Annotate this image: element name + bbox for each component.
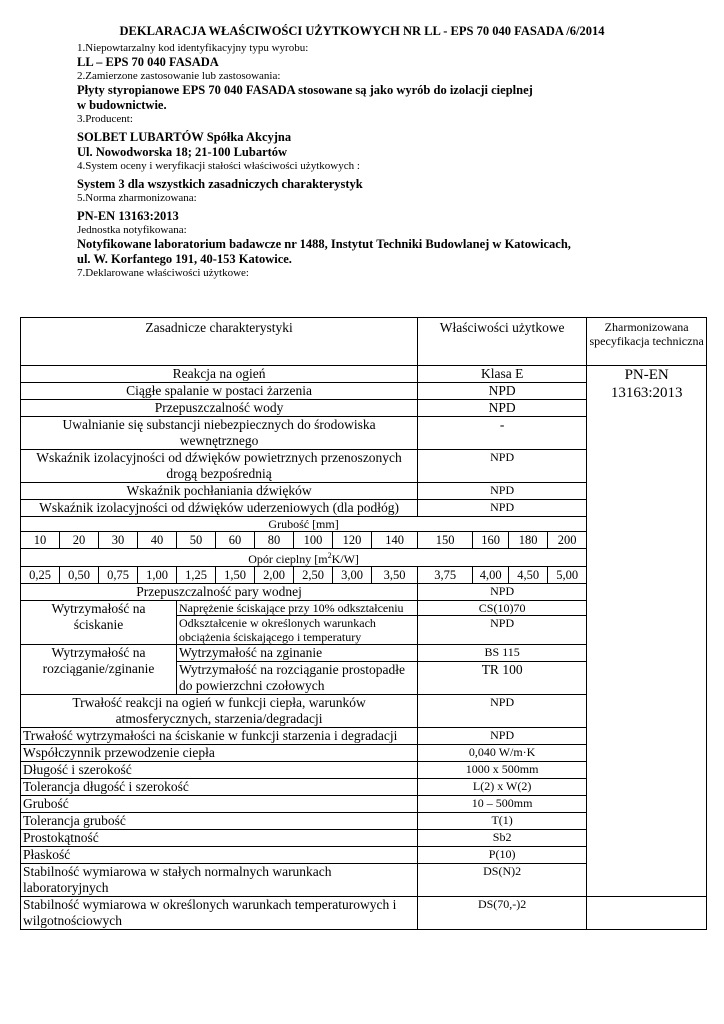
performance-value: L(2) x W(2) <box>418 779 587 796</box>
characteristic-name: Tolerancja długość i szerokość <box>21 779 418 796</box>
characteristic-name: Wytrzymałość na zginanie <box>177 645 418 662</box>
characteristic-name: Stabilność wymiarowa w stałych normalnych warunkach laboratoryjnych <box>21 864 418 897</box>
thickness-value: 120 <box>333 532 372 549</box>
resistance-value: 4,00 <box>473 567 509 584</box>
harmonised-standard: PN-EN 13163:2013 <box>77 209 179 223</box>
performance-value: T(1) <box>418 813 587 830</box>
thickness-value: 160 <box>473 532 509 549</box>
header-characteristics: Zasadnicze charakterystyki <box>21 318 418 366</box>
manufacturer-name: SOLBET LUBARTÓW Spółka Akcyjna <box>77 130 292 144</box>
document-header <box>77 42 667 280</box>
characteristic-name: Tolerancja grubość <box>21 813 418 830</box>
document-title: DEKLARACJA WŁAŚCIWOŚCI UŻYTKOWYCH NR LL - EPS 70 040 FASADA /6/2014 <box>119 24 605 38</box>
performance-value: NPD <box>418 728 587 745</box>
performance-value: - <box>418 417 587 450</box>
thickness-value: 30 <box>99 532 138 549</box>
table-row <box>21 366 707 383</box>
performance-value: 0,040 W/m·K <box>418 745 587 762</box>
notified-body-line-2: ul. W. Korfantego 191, 40-153 Katowice. <box>77 252 292 266</box>
performance-value: 1000 x 500mm <box>418 762 587 779</box>
section-3-label: 3.Producent: <box>77 113 133 125</box>
characteristic-name: Wytrzymałość na rozciąganie prostopadłe do powierzchni czołowych <box>177 662 418 695</box>
thickness-value: 20 <box>60 532 99 549</box>
spec-value: PN-EN 13163:2013 <box>587 366 707 897</box>
performance-table <box>20 317 707 930</box>
spec-cell-end <box>587 897 707 930</box>
intended-use-line-1: Płyty styropianowe EPS 70 040 FASADA stosowane są jako wyrób do izolacji cieplnej <box>77 83 533 97</box>
assessment-system: System 3 dla wszystkich zasadniczych charakterystyk <box>77 177 363 191</box>
performance-value: NPD <box>418 500 587 517</box>
performance-value: NPD <box>418 695 587 728</box>
manufacturer-address: Ul. Nowodworska 18; 21-100 Lubartów <box>77 145 288 159</box>
thickness-value: 60 <box>216 532 255 549</box>
section-5-label: 5.Norma zharmonizowana: <box>77 192 197 204</box>
resistance-value: 5,00 <box>548 567 587 584</box>
table-row <box>21 897 707 930</box>
characteristic-name: Współczynnik przewodzenie ciepła <box>21 745 418 762</box>
performance-value: NPD <box>418 400 587 417</box>
thickness-value: 50 <box>177 532 216 549</box>
notified-body-label: Jednostka notyfikowana: <box>77 224 187 236</box>
section-1-label: 1.Niepowtarzalny kod identyfikacyjny typu wyrobu: <box>77 42 309 54</box>
characteristic-name: Naprężenie ściskające przy 10% odkształceniu <box>177 601 418 616</box>
characteristic-name: Wskaźnik pochłaniania dźwięków <box>21 483 418 500</box>
thickness-value: 140 <box>372 532 418 549</box>
characteristic-name: Reakcja na ogień <box>21 366 418 383</box>
compression-group-label: Wytrzymałość na ściskanie <box>21 601 177 645</box>
resistance-value: 2,00 <box>255 567 294 584</box>
characteristic-name: Stabilność wymiarowa w określonych warunkach temperaturowych i wilgotnościowych <box>21 897 418 930</box>
characteristic-name: Wskaźnik izolacyjności od dźwięków uderzeniowych (dla podłóg) <box>21 500 418 517</box>
resistance-value: 3,50 <box>372 567 418 584</box>
resistance-value: 0,25 <box>21 567 60 584</box>
performance-value: TR 100 <box>418 662 587 695</box>
performance-value: BS 115 <box>418 645 587 662</box>
thickness-value: 10 <box>21 532 60 549</box>
characteristic-name: Prostokątność <box>21 830 418 847</box>
characteristic-name: Płaskość <box>21 847 418 864</box>
characteristic-name: Przepuszczalność pary wodnej <box>21 584 418 601</box>
performance-value: Sb2 <box>418 830 587 847</box>
section-4-label: 4.System oceny i weryfikacji stałości właściwości użytkowych : <box>77 160 360 172</box>
characteristic-name: Ciągłe spalanie w postaci żarzenia <box>21 383 418 400</box>
characteristic-name: Grubość <box>21 796 418 813</box>
performance-value: NPD <box>418 383 587 400</box>
performance-value: P(10) <box>418 847 587 864</box>
resistance-value: 3,75 <box>418 567 473 584</box>
resistance-value: 3,00 <box>333 567 372 584</box>
resistance-label: Opór cieplny $[m^2K/W]$ <box>21 549 587 567</box>
thickness-label: Grubość [mm] <box>21 517 587 532</box>
resistance-value: 1,25 <box>177 567 216 584</box>
performance-value: NPD <box>418 450 587 483</box>
performance-value: CS(10)70 <box>418 601 587 616</box>
resistance-value: 0,75 <box>99 567 138 584</box>
characteristic-name: Uwalnianie się substancji niebezpiecznych do środowiska wewnętrznego <box>21 417 418 450</box>
table-header-row <box>21 318 707 366</box>
performance-value: Klasa E <box>418 366 587 383</box>
characteristic-name: Trwałość reakcji na ogień w funkcji ciepła, warunków atmosferycznych, starzenia/degradacji <box>21 695 418 728</box>
performance-value: NPD <box>418 584 587 601</box>
header-spec: Zharmonizowana specyfikacja techniczna <box>587 318 707 366</box>
thickness-value: 150 <box>418 532 473 549</box>
performance-value: 10 – 500mm <box>418 796 587 813</box>
thickness-value: 40 <box>138 532 177 549</box>
notified-body-line-1: Notyfikowane laboratorium badawcze nr 1488, Instytut Techniki Budowlanej w Katowicach, <box>77 237 571 251</box>
performance-value: DS(70,-)2 <box>418 897 587 930</box>
characteristic-name: Długość i szerokość <box>21 762 418 779</box>
performance-value: NPD <box>418 616 587 645</box>
thickness-value: 80 <box>255 532 294 549</box>
section-7-label: 7.Deklarowane właściwości użytkowe: <box>77 267 249 279</box>
intended-use-line-2: w budownictwie. <box>77 98 167 112</box>
performance-value: NPD <box>418 483 587 500</box>
tension-group-label: Wytrzymałość na rozciąganie/zginanie <box>21 645 177 695</box>
resistance-value: 4,50 <box>509 567 548 584</box>
product-code: LL – EPS 70 040 FASADA <box>77 55 219 69</box>
thickness-value: 180 <box>509 532 548 549</box>
thickness-value: 100 <box>294 532 333 549</box>
header-performance: Właściwości użytkowe <box>418 318 587 366</box>
performance-value: DS(N)2 <box>418 864 587 897</box>
resistance-value: 1,00 <box>138 567 177 584</box>
resistance-value: 2,50 <box>294 567 333 584</box>
section-2-label: 2.Zamierzone zastosowanie lub zastosowania: <box>77 70 281 82</box>
characteristic-name: Wskaźnik izolacyjności od dźwięków powietrznych przenoszonych drogą bezpośrednią <box>21 450 418 483</box>
characteristic-name: Przepuszczalność wody <box>21 400 418 417</box>
thickness-value: 200 <box>548 532 587 549</box>
resistance-value: 0,50 <box>60 567 99 584</box>
resistance-value: 1,50 <box>216 567 255 584</box>
characteristic-name: Odkształcenie w określonych warunkach obciążenia ściskającego i temperatury <box>177 616 418 645</box>
characteristic-name: Trwałość wytrzymałości na ściskanie w funkcji starzenia i degradacji <box>21 728 418 745</box>
